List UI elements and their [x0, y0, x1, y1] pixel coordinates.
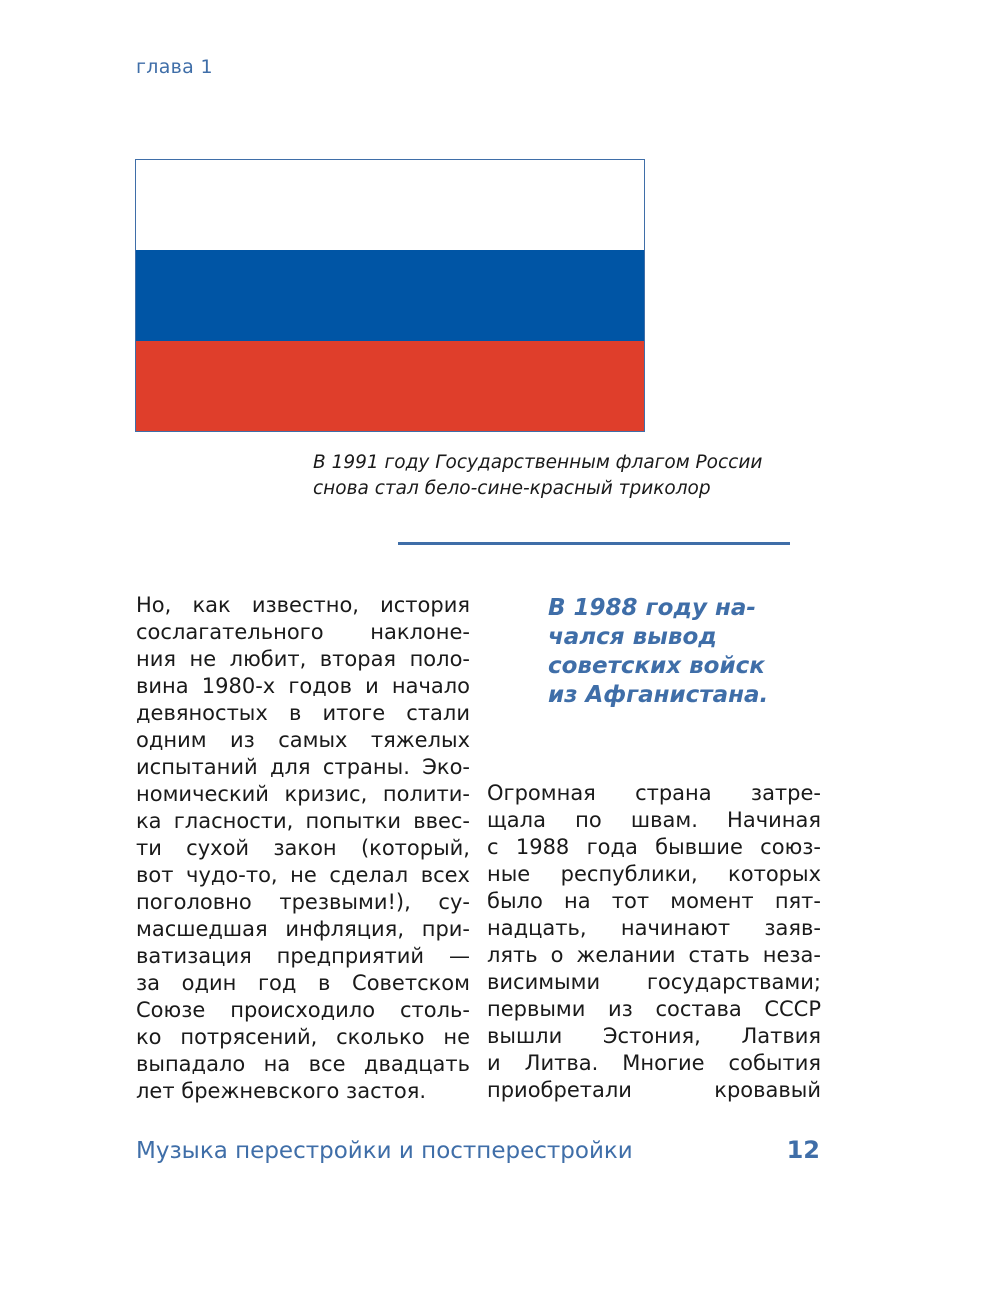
body-line: ния не любит, вторая поло- [136, 647, 470, 671]
running-footer-title: Музыка перестройки и постперестройки [136, 1138, 633, 1164]
body-line: лять о желании стать неза- [487, 943, 821, 967]
flag-stripe-blue [136, 250, 644, 340]
body-line: и Литва. Многие события [487, 1051, 821, 1075]
page-number: 12 [786, 1136, 820, 1164]
chapter-label: глава 1 [136, 56, 213, 78]
body-line: приобретали кровавый [487, 1078, 821, 1102]
body-line: ватизация предприятий — [136, 944, 470, 968]
body-line: Союзе происходило столь- [136, 998, 470, 1022]
body-line: выпадало на все двадцать [136, 1052, 470, 1076]
body-line: вышли Эстония, Латвия [487, 1024, 821, 1048]
body-line: номический кризис, полити- [136, 782, 470, 806]
body-line: лет брежневского застоя. [136, 1079, 427, 1103]
body-line: одним из самых тяжелых [136, 728, 470, 752]
body-line: Огромная страна затре- [487, 781, 821, 805]
body-line: поголовно трезвыми!), су- [136, 890, 470, 914]
body-line: за один год в Советском [136, 971, 470, 995]
body-line: ти сухой закон (который, [136, 836, 470, 860]
flag-stripe-white [136, 160, 644, 250]
body-column-left [136, 592, 470, 1105]
caption-line: снова стал бело-сине-красный триколор [313, 478, 711, 499]
pull-quote-line: из Афганистана. [548, 682, 769, 708]
figure-caption [313, 450, 833, 502]
pull-quote [548, 594, 828, 710]
body-line: первыми из состава СССР [487, 997, 821, 1021]
body-line: ко потрясений, сколько не [136, 1025, 470, 1049]
body-line: висимыми государствами; [487, 970, 821, 994]
body-line: вина 1980-х годов и начало [136, 674, 470, 698]
body-line: Но, как известно, история [136, 593, 470, 617]
body-line: щала по швам. Начиная [487, 808, 821, 832]
body-line: ные республики, которых [487, 862, 821, 886]
body-line: вот чудо-то, не сделал всех [136, 863, 470, 887]
body-column-right [487, 780, 821, 1104]
body-line: испытаний для страны. Эко- [136, 755, 470, 779]
body-line: девяностых в итоге стали [136, 701, 470, 725]
body-line: сослагательного наклоне- [136, 620, 470, 644]
pull-quote-line: чался вывод [548, 624, 717, 650]
russian-flag-image [135, 159, 645, 432]
body-line: с 1988 года бывшие союз- [487, 835, 821, 859]
body-line: было на тот момент пят- [487, 889, 821, 913]
body-line: масшедшая инфляция, при- [136, 917, 470, 941]
body-line: ка гласности, попытки ввес- [136, 809, 470, 833]
section-divider [398, 542, 790, 545]
caption-line: В 1991 году Государственным флагом России [313, 452, 763, 473]
pull-quote-line: советских войск [548, 653, 765, 679]
body-line: надцать, начинают заяв- [487, 916, 821, 940]
flag-stripe-red [136, 341, 644, 431]
pull-quote-line: В 1988 году на- [548, 595, 756, 621]
